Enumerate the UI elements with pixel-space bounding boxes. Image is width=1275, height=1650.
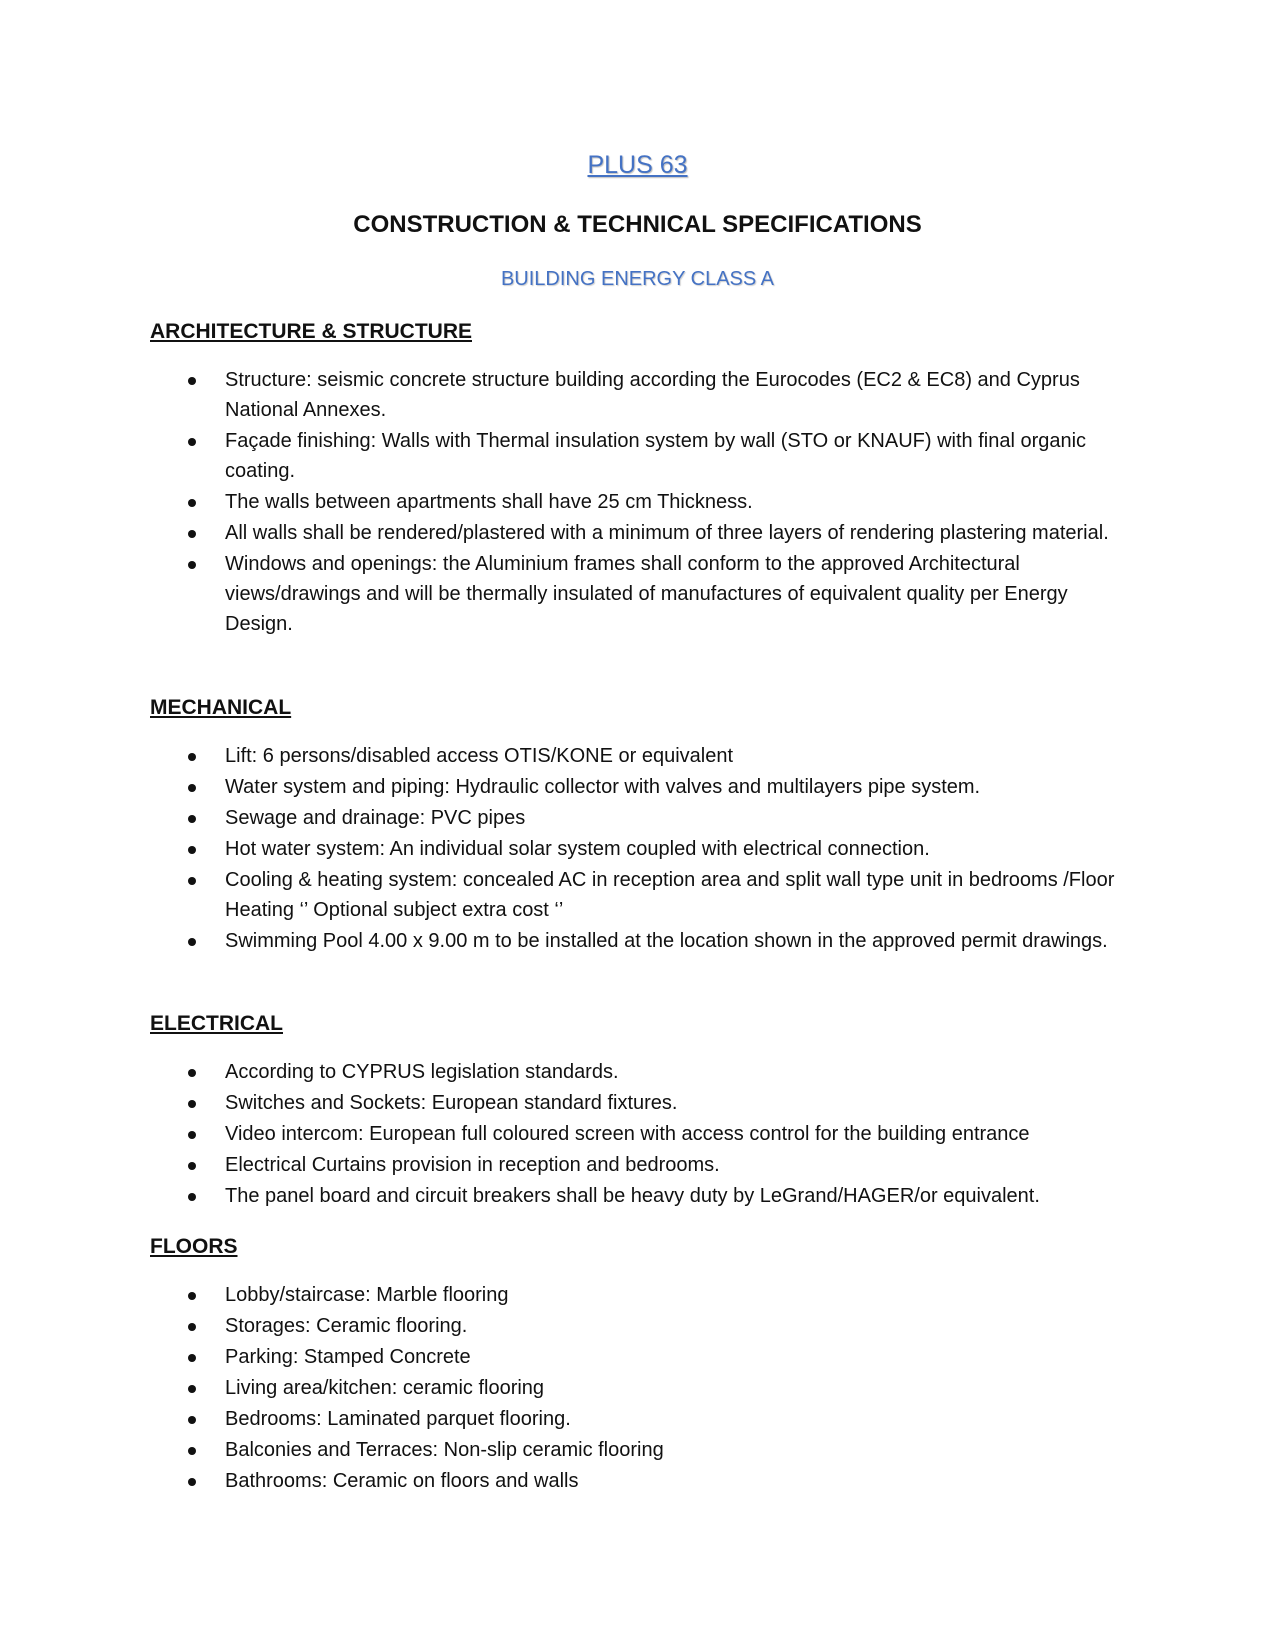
list-item-text: Structure: seismic concrete structure building according the Eurocodes (EC2 & EC8) and Cyprus National Annexes. (225, 369, 1080, 421)
bullet-icon (188, 1323, 196, 1331)
bullet-icon (188, 753, 196, 761)
bullet-icon (188, 1100, 196, 1108)
list-item (150, 487, 1140, 517)
section-architecture (150, 318, 1140, 640)
bullet-icon (188, 1447, 196, 1455)
list-item (150, 1150, 1140, 1180)
list-item (150, 1057, 1140, 1087)
list-item (150, 1342, 1140, 1372)
section-electrical (150, 1010, 1140, 1212)
list-item (150, 1435, 1140, 1465)
list-item (150, 365, 1140, 425)
bullet-icon (188, 815, 196, 823)
list-item-text: Electrical Curtains provision in reception and bedrooms. (225, 1154, 720, 1176)
list-item (150, 1280, 1140, 1310)
bullet-icon (188, 1478, 196, 1486)
bullet-icon (188, 1385, 196, 1393)
bullet-icon (188, 1292, 196, 1300)
list-item-text: According to CYPRUS legislation standards. (225, 1061, 619, 1083)
list-item (150, 1373, 1140, 1403)
list-item-text: Lobby/staircase: Marble flooring (225, 1284, 509, 1306)
list-item-text: The walls between apartments shall have 25 cm Thickness. (225, 491, 753, 513)
electrical-list (150, 1057, 1140, 1211)
bullet-icon (188, 561, 196, 569)
list-item-text: Bathrooms: Ceramic on floors and walls (225, 1470, 579, 1492)
floors-list (150, 1280, 1140, 1496)
list-item-text: Water system and piping: Hydraulic collector with valves and multilayers pipe system. (225, 776, 981, 798)
list-item-text: Balconies and Terraces: Non-slip ceramic flooring (225, 1439, 664, 1461)
bullet-icon (188, 438, 196, 446)
list-item-text: Cooling & heating system: concealed AC in reception area and split wall type unit in bedrooms /Floor Heating ‘’ Optional subject extra cost ‘’ (225, 869, 1115, 921)
list-item (150, 741, 1140, 771)
list-item (150, 834, 1140, 864)
section-heading-floors: FLOORS (150, 1235, 238, 1258)
bullet-icon (188, 1416, 196, 1424)
list-item (150, 549, 1140, 639)
bullet-icon (188, 1131, 196, 1139)
list-item-text: Sewage and drainage: PVC pipes (225, 807, 526, 829)
section-heading-mechanical: MECHANICAL (150, 696, 292, 719)
list-item (150, 426, 1140, 486)
list-item (150, 772, 1140, 802)
list-item-text: Swimming Pool 4.00 x 9.00 m to be installed at the location shown in the approved permit drawings. (225, 930, 1108, 952)
mechanical-list (150, 741, 1140, 956)
bullet-icon (188, 938, 196, 946)
bullet-icon (188, 499, 196, 507)
bullet-icon (188, 1193, 196, 1201)
bullet-icon (188, 1354, 196, 1362)
list-item (150, 518, 1140, 548)
list-item (150, 1119, 1140, 1149)
bullet-icon (188, 1162, 196, 1170)
section-heading-electrical: ELECTRICAL (150, 1012, 283, 1035)
list-item-text: Windows and openings: the Aluminium frames shall conform to the approved Architectural views/drawings and will be thermally insulated of manufactures of equivalent quality per Energy Design. (225, 553, 1068, 635)
list-item-text: Switches and Sockets: European standard fixtures. (225, 1092, 678, 1114)
list-item (150, 803, 1140, 833)
list-item-text: Storages: Ceramic flooring. (225, 1315, 468, 1337)
list-item-text: Living area/kitchen: ceramic flooring (225, 1377, 545, 1399)
list-item-text: All walls shall be rendered/plastered with a minimum of three layers of rendering plastering material. (225, 522, 1109, 544)
list-item-text: Lift: 6 persons/disabled access OTIS/KONE or equivalent (225, 745, 734, 767)
bullet-icon (188, 877, 196, 885)
list-item-text: Bedrooms: Laminated parquet flooring. (225, 1408, 571, 1430)
list-item-text: Façade finishing: Walls with Thermal insulation system by wall (STO or KNAUF) with final organic coating. (225, 430, 1087, 482)
energy-class-label: BUILDING ENERGY CLASS A (500, 268, 775, 290)
list-item-text: The panel board and circuit breakers shall be heavy duty by LeGrand/HAGER/or equivalent. (225, 1185, 1040, 1207)
bullet-icon (188, 1069, 196, 1077)
list-item (150, 865, 1140, 925)
document-title: PLUS 63 (587, 151, 688, 179)
list-item (150, 1404, 1140, 1434)
list-item-text: Hot water system: An individual solar system coupled with electrical connection. (225, 838, 930, 860)
list-item-text: Video intercom: European full coloured screen with access control for the building entrance (225, 1123, 1030, 1145)
section-mechanical (150, 694, 1140, 957)
architecture-list (150, 365, 1140, 639)
bullet-icon (188, 377, 196, 385)
list-item (150, 1466, 1140, 1496)
section-floors (150, 1233, 1140, 1497)
list-item-text: Parking: Stamped Concrete (225, 1346, 471, 1368)
list-item (150, 1088, 1140, 1118)
bullet-icon (188, 784, 196, 792)
list-item (150, 1181, 1140, 1211)
document-subtitle: CONSTRUCTION & TECHNICAL SPECIFICATIONS (353, 211, 922, 238)
list-item (150, 1311, 1140, 1341)
list-item (150, 926, 1140, 956)
bullet-icon (188, 530, 196, 538)
bullet-icon (188, 846, 196, 854)
section-heading-architecture: ARCHITECTURE & STRUCTURE (150, 320, 472, 343)
